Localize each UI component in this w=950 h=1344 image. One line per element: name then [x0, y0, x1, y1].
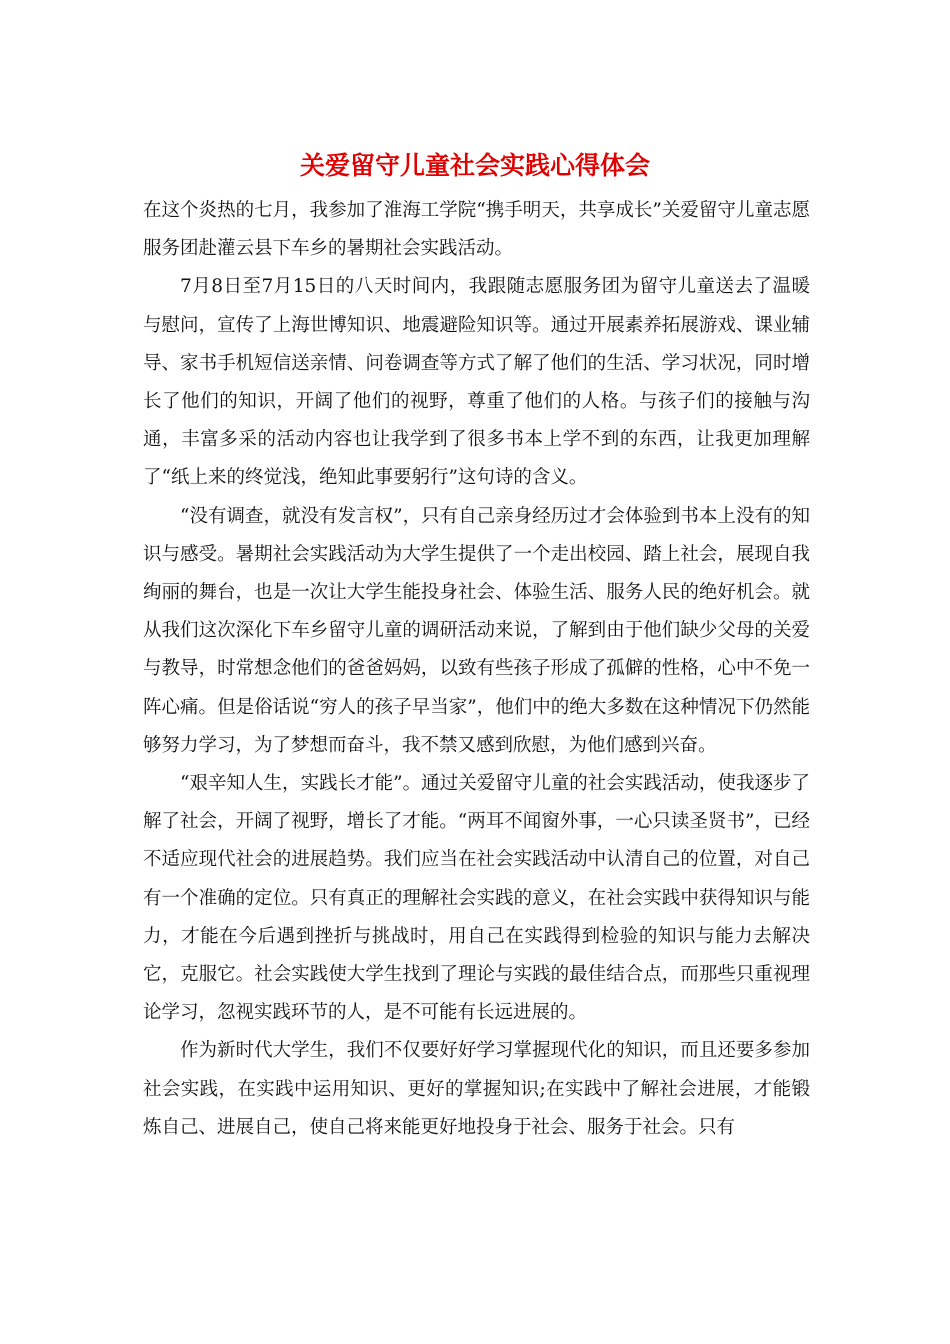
paragraph-3: “没有调查，就没有发言权”，只有自己亲身经历过才会体验到书本上没有的知识与感受。暑期社会实践活动为大学生提供了一个走出校园、踏上社会，展现自我绚丽的舞台，也是一次让大学生能投身社会、体验生活、服务人民的绝好机会。就从我们这次深化下车乡留守儿童的调研活动来说，了解到由于他们缺少父母的关爱与教导，时常想念他们的爸爸妈妈，以致有些孩子形成了孤僻的性格，心中不免一阵心痛。但是俗话说“穷人的孩子早当家”，他们中的绝大多数在这种情况下仍然能够努力学习，为了梦想而奋斗，我不禁又感到欣慰，为他们感到兴奋。 [143, 505, 810, 756]
paragraph-4: “艰辛知人生，实践长才能”。通过关爱留守儿童的社会实践活动，使我逐步了解了社会，开阔了视野，增长了才能。“两耳不闻窗外事，一心只读圣贤书”，已经不适应现代社会的进展趋势。我们应当在社会实践活动中认清自己的位置，对自己有一个准确的定位。只有真正的理解社会实践的意义，在社会实践中获得知识与能力，才能在今后遇到挫折与挑战时，用自己在实践得到检验的知识与能力去解决它，克服它。社会实践使大学生找到了理论与实践的最佳结合点，而那些只重视理论学习，忽视实践环节的人，是不可能有长远进展的。 [143, 773, 810, 1024]
paragraph-2: 7月8日至7月15日的八天时间内，我跟随志愿服务团为留守儿童送去了温暖与慰问，宣传了上海世博知识、地震避险知识等。通过开展素养拓展游戏、课业辅导、家书手机短信送亲情、问卷调查等方式了解了他们的生活、学习状况，同时增长了他们的知识，开阔了他们的视野，尊重了他们的人格。与孩子们的接触与沟通，丰富多采的活动内容也让我学到了很多书本上学不到的东西，让我更加理解了“纸上来的终觉浅，绝知此事要躬行”这句诗的含义。 [143, 276, 810, 489]
paragraph-1: 在这个炎热的七月，我参加了淮海工学院“携手明天，共享成长”关爱留守儿童志愿服务团赴灌云县下车乡的暑期社会实践活动。 [143, 200, 810, 260]
paragraph-5: 作为新时代大学生，我们不仅要好好学习掌握现代化的知识，而且还要多参加社会实践，在实践中运用知识、更好的掌握知识;在实践中了解社会进展，才能锻炼自己、进展自己，使自己将来能更好地投身于社会、服务于社会。只有 [143, 1040, 810, 1138]
document-title: 关爱留守儿童社会实践心得体会 [299, 151, 650, 180]
document-body [143, 192, 810, 1147]
